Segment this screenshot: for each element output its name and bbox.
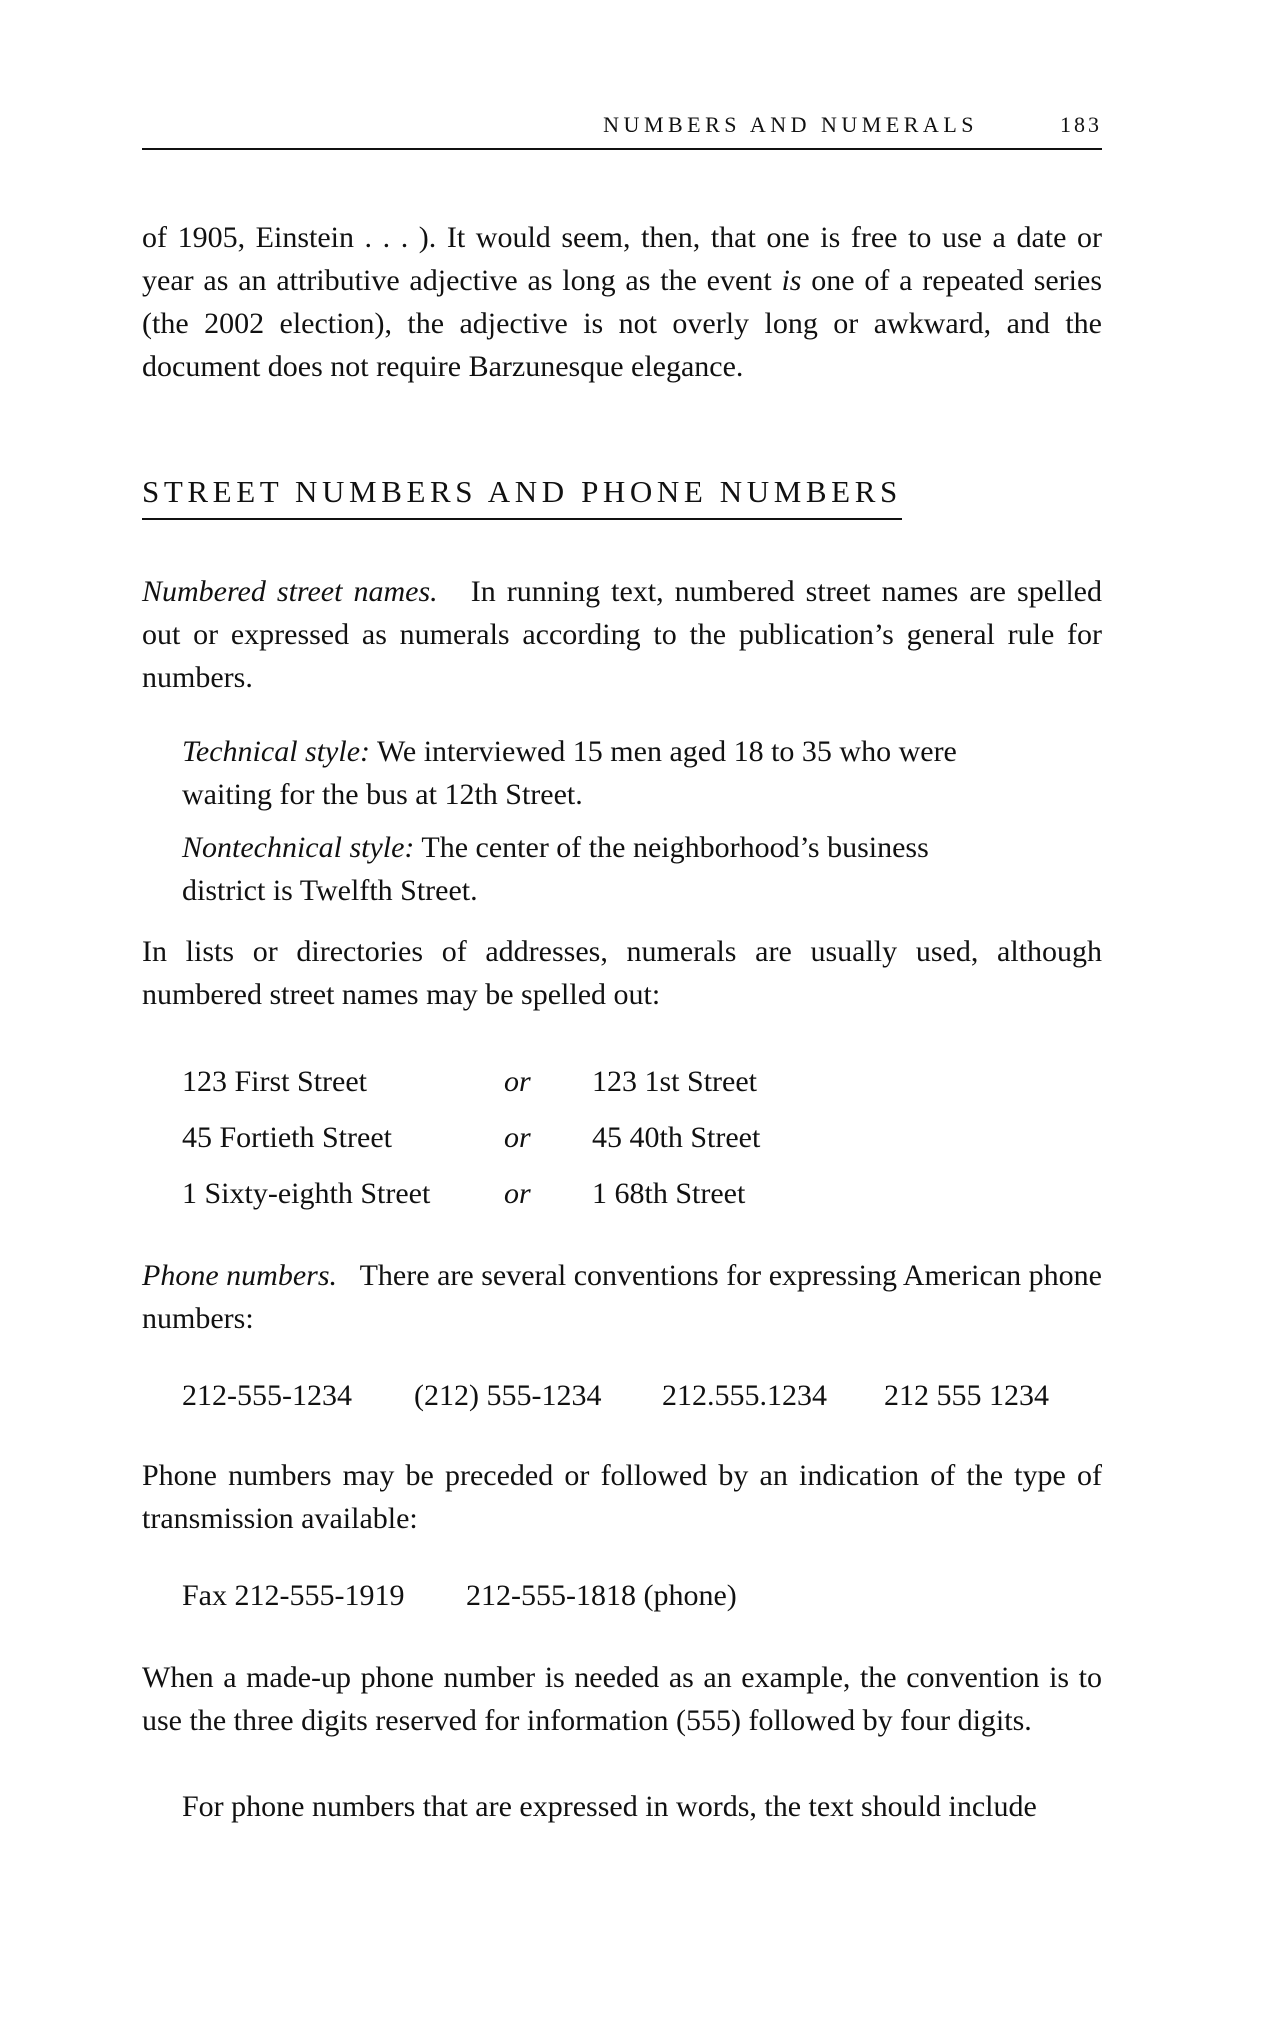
address-connector: or (504, 1121, 531, 1154)
intro-text: of 1905, Einstein . . . ). It would seem, then, that one is free to use a date or year as an attributive adjective as long as the event (142, 221, 1102, 297)
technical-style-example (182, 730, 982, 816)
phone-numbers-run-in-head: Phone numbers. (142, 1259, 337, 1292)
address-lists-paragraph: In lists or directories of addresses, numerals are usually used, although numbered street names may be spelled out: (142, 935, 1102, 1011)
nontechnical-style-text: The center of the neighborhood’s business district is Twelfth Street. (182, 831, 929, 907)
numbered-streets-paragraph (142, 570, 1102, 699)
phone-format: 212 555 1234 (884, 1379, 1049, 1412)
address-numeral: 123 1st Street (592, 1065, 757, 1098)
numbered-streets-text: In running text, numbered street names are spelled out or expressed as numerals according to the publication’s general rule for numbers. (142, 575, 1102, 694)
address-numeral: 45 40th Street (592, 1121, 761, 1154)
transmission-examples-row (182, 1574, 882, 1617)
nontechnical-style-example (182, 826, 982, 912)
running-head-title: NUMBERS AND NUMERALS (603, 112, 978, 137)
section-heading: STREET NUMBERS AND PHONE NUMBERS (142, 474, 902, 520)
nontechnical-style-label: Nontechnical style: (182, 831, 415, 864)
phone-format: (212) 555-1234 (414, 1379, 602, 1412)
address-spelled: 45 Fortieth Street (182, 1121, 392, 1154)
technical-style-label: Technical style: (182, 735, 371, 768)
book-page (142, 0, 1102, 2025)
address-spelled: 123 First Street (182, 1065, 367, 1098)
fax-example: Fax 212-555-1919 (182, 1579, 405, 1612)
phone-words-paragraph: For phone numbers that are expressed in words, the text should include (182, 1790, 1037, 1823)
page-number: 183 (1060, 112, 1102, 137)
madeup-number-paragraph: When a made-up phone number is needed as an example, the convention is to use the three digits reserved for information (555) followed by four digits. (142, 1661, 1102, 1737)
transmission-paragraph: Phone numbers may be preceded or followed by an indication of the type of transmission available: (142, 1459, 1102, 1535)
address-spelled: 1 Sixty-eighth Street (182, 1177, 431, 1210)
technical-style-text: We interviewed 15 men aged 18 to 35 who were waiting for the bus at 12th Street. (182, 735, 957, 811)
numbered-streets-run-in-head: Numbered street names. (142, 575, 438, 608)
phone-format: 212.555.1234 (662, 1379, 827, 1412)
intro-paragraph (142, 216, 1102, 388)
running-head (142, 108, 1102, 150)
address-connector: or (504, 1065, 531, 1098)
phone-formats-row (182, 1374, 1082, 1417)
phone-format: 212-555-1234 (182, 1379, 352, 1412)
address-numeral: 1 68th Street (592, 1177, 746, 1210)
intro-emphasis: is (781, 264, 802, 297)
phone-numbers-paragraph (142, 1254, 1102, 1340)
address-connector: or (504, 1177, 531, 1210)
intro-text-after: one of a repeated series (the 2002 election), the adjective is not overly long or awkward, and the document does not require Barzunesque elegance. (142, 264, 1102, 383)
phone-numbers-text: There are several conventions for expressing American phone numbers: (142, 1259, 1102, 1335)
phone-example: 212-555-1818 (phone) (466, 1579, 737, 1612)
